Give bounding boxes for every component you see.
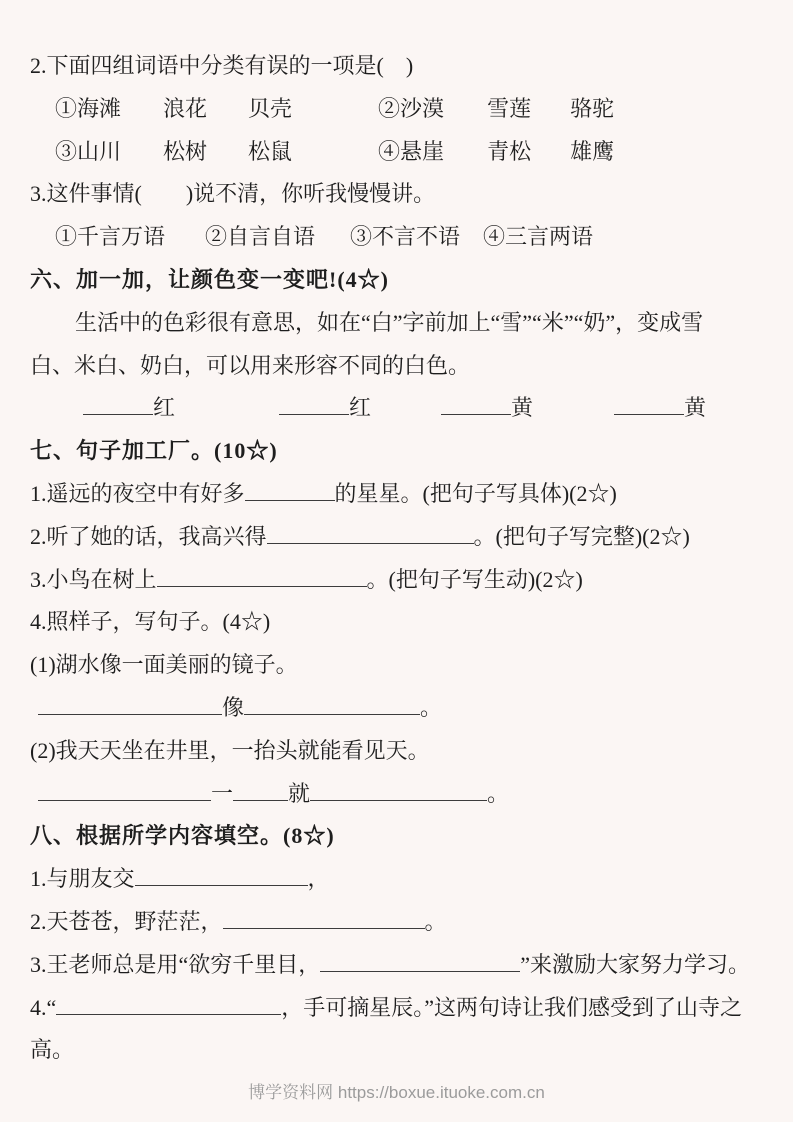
color-label: 红	[153, 395, 176, 421]
word-group: ④悬崖	[378, 138, 445, 164]
question-text: 一	[211, 780, 234, 806]
question-2-word-row-1	[30, 88, 763, 131]
answer-blank	[320, 968, 520, 972]
question-text: ”来激励大家努力学习。	[520, 951, 751, 977]
word-group: 浪花	[163, 95, 208, 121]
section-8-question-3	[30, 944, 763, 987]
word-group: 骆驼	[570, 95, 615, 121]
footer-watermark: 博学资料网 https://boxue.ituoke.com.cn	[248, 1083, 545, 1103]
answer-blank	[267, 540, 474, 544]
question-text: 。	[487, 780, 510, 806]
section-6-paragraph-line-1: 生活中的色彩很有意思，如在“白”字前加上“雪”“米”“奶”，变成雪	[75, 309, 704, 335]
answer-blank	[310, 797, 487, 801]
section-7-question-2	[30, 516, 763, 559]
section-7-example-1-model: (1)湖水像一面美丽的镜子。	[30, 652, 298, 678]
word-group: 贝壳	[248, 95, 293, 121]
question-text: 。(把句子写生动)(2☆)	[366, 566, 583, 592]
question-text: 3.小鸟在树上	[30, 566, 157, 592]
question-3-stem: 3.这件事情( )说不清，你听我慢慢讲。	[30, 181, 436, 207]
word-group: ①海滩	[55, 95, 122, 121]
answer-blank	[157, 583, 367, 587]
option-item: ③不言不语	[350, 224, 461, 250]
answer-blank	[56, 1011, 281, 1015]
question-text: 3.王老师总是用“欲穷千里目，	[30, 951, 321, 977]
answer-blank	[244, 711, 420, 715]
word-group: 雄鹰	[570, 138, 615, 164]
question-text: 2.天苍苍，野茫茫，	[30, 908, 223, 934]
section-7-example-1-answer-line	[30, 687, 763, 730]
question-text: ，	[307, 866, 330, 892]
question-text: 就	[288, 780, 311, 806]
question-2-word-row-2	[30, 131, 763, 174]
question-text: 。	[424, 908, 447, 934]
section-8-title: 八、根据所学内容填空。(8☆)	[30, 823, 335, 849]
answer-blank	[223, 925, 425, 929]
question-text: 像	[222, 694, 245, 720]
question-text: 4.“	[30, 994, 57, 1020]
word-group: 松鼠	[248, 138, 293, 164]
word-group: 青松	[487, 138, 532, 164]
color-label: 黄	[511, 395, 534, 421]
answer-blank	[441, 411, 511, 415]
word-group: ②沙漠	[378, 95, 445, 121]
question-text: 的星星。(把句子写具体)(2☆)	[334, 480, 617, 506]
section-8-question-4	[30, 987, 763, 1030]
option-item: ②自言自语	[205, 224, 316, 250]
question-text: 2.听了她的话，我高兴得	[30, 523, 267, 549]
answer-blank	[83, 411, 153, 415]
section-7-example-2-answer-line	[30, 773, 763, 816]
question-3-options-row	[30, 216, 763, 259]
question-text: 。	[420, 694, 443, 720]
question-text: 1.遥远的夜空中有好多	[30, 480, 245, 506]
section-7-question-1	[30, 473, 763, 516]
section-8-question-1	[30, 858, 763, 901]
answer-blank	[233, 797, 288, 801]
question-text: 1.与朋友交	[30, 866, 135, 892]
section-6-fill-row	[30, 387, 763, 430]
word-group: 雪莲	[487, 95, 532, 121]
section-8-question-4-continuation: 高。	[30, 1037, 75, 1063]
question-text: 。(把句子写完整)(2☆)	[473, 523, 690, 549]
section-7-question-3	[30, 559, 763, 602]
section-7-example-2-model: (2)我天天坐在井里，一抬头就能看见天。	[30, 737, 430, 763]
section-6-paragraph-line-2: 白、米白、奶白，可以用来形容不同的白色。	[30, 352, 471, 378]
answer-blank	[38, 711, 222, 715]
section-8-question-2	[30, 901, 763, 944]
answer-blank	[135, 882, 308, 886]
option-item: ④三言两语	[483, 224, 594, 250]
answer-blank	[279, 411, 349, 415]
answer-blank	[38, 797, 211, 801]
section-7-question-4-stem: 4.照样子，写句子。(4☆)	[30, 609, 271, 635]
answer-blank	[614, 411, 684, 415]
section-6-title: 六、加一加，让颜色变一变吧!(4☆)	[30, 266, 389, 292]
question-2-stem: 2.下面四组词语中分类有误的一项是( )	[30, 53, 414, 78]
option-item: ①千言万语	[55, 224, 166, 250]
answer-blank	[245, 497, 335, 501]
word-group: ③山川	[55, 138, 122, 164]
color-label: 红	[349, 395, 372, 421]
section-7-title: 七、句子加工厂。(10☆)	[30, 438, 278, 464]
word-group: 松树	[163, 138, 208, 164]
color-label: 黄	[684, 395, 707, 421]
question-text: ，手可摘星辰。”这两句诗让我们感受到了山寺之	[281, 994, 743, 1020]
